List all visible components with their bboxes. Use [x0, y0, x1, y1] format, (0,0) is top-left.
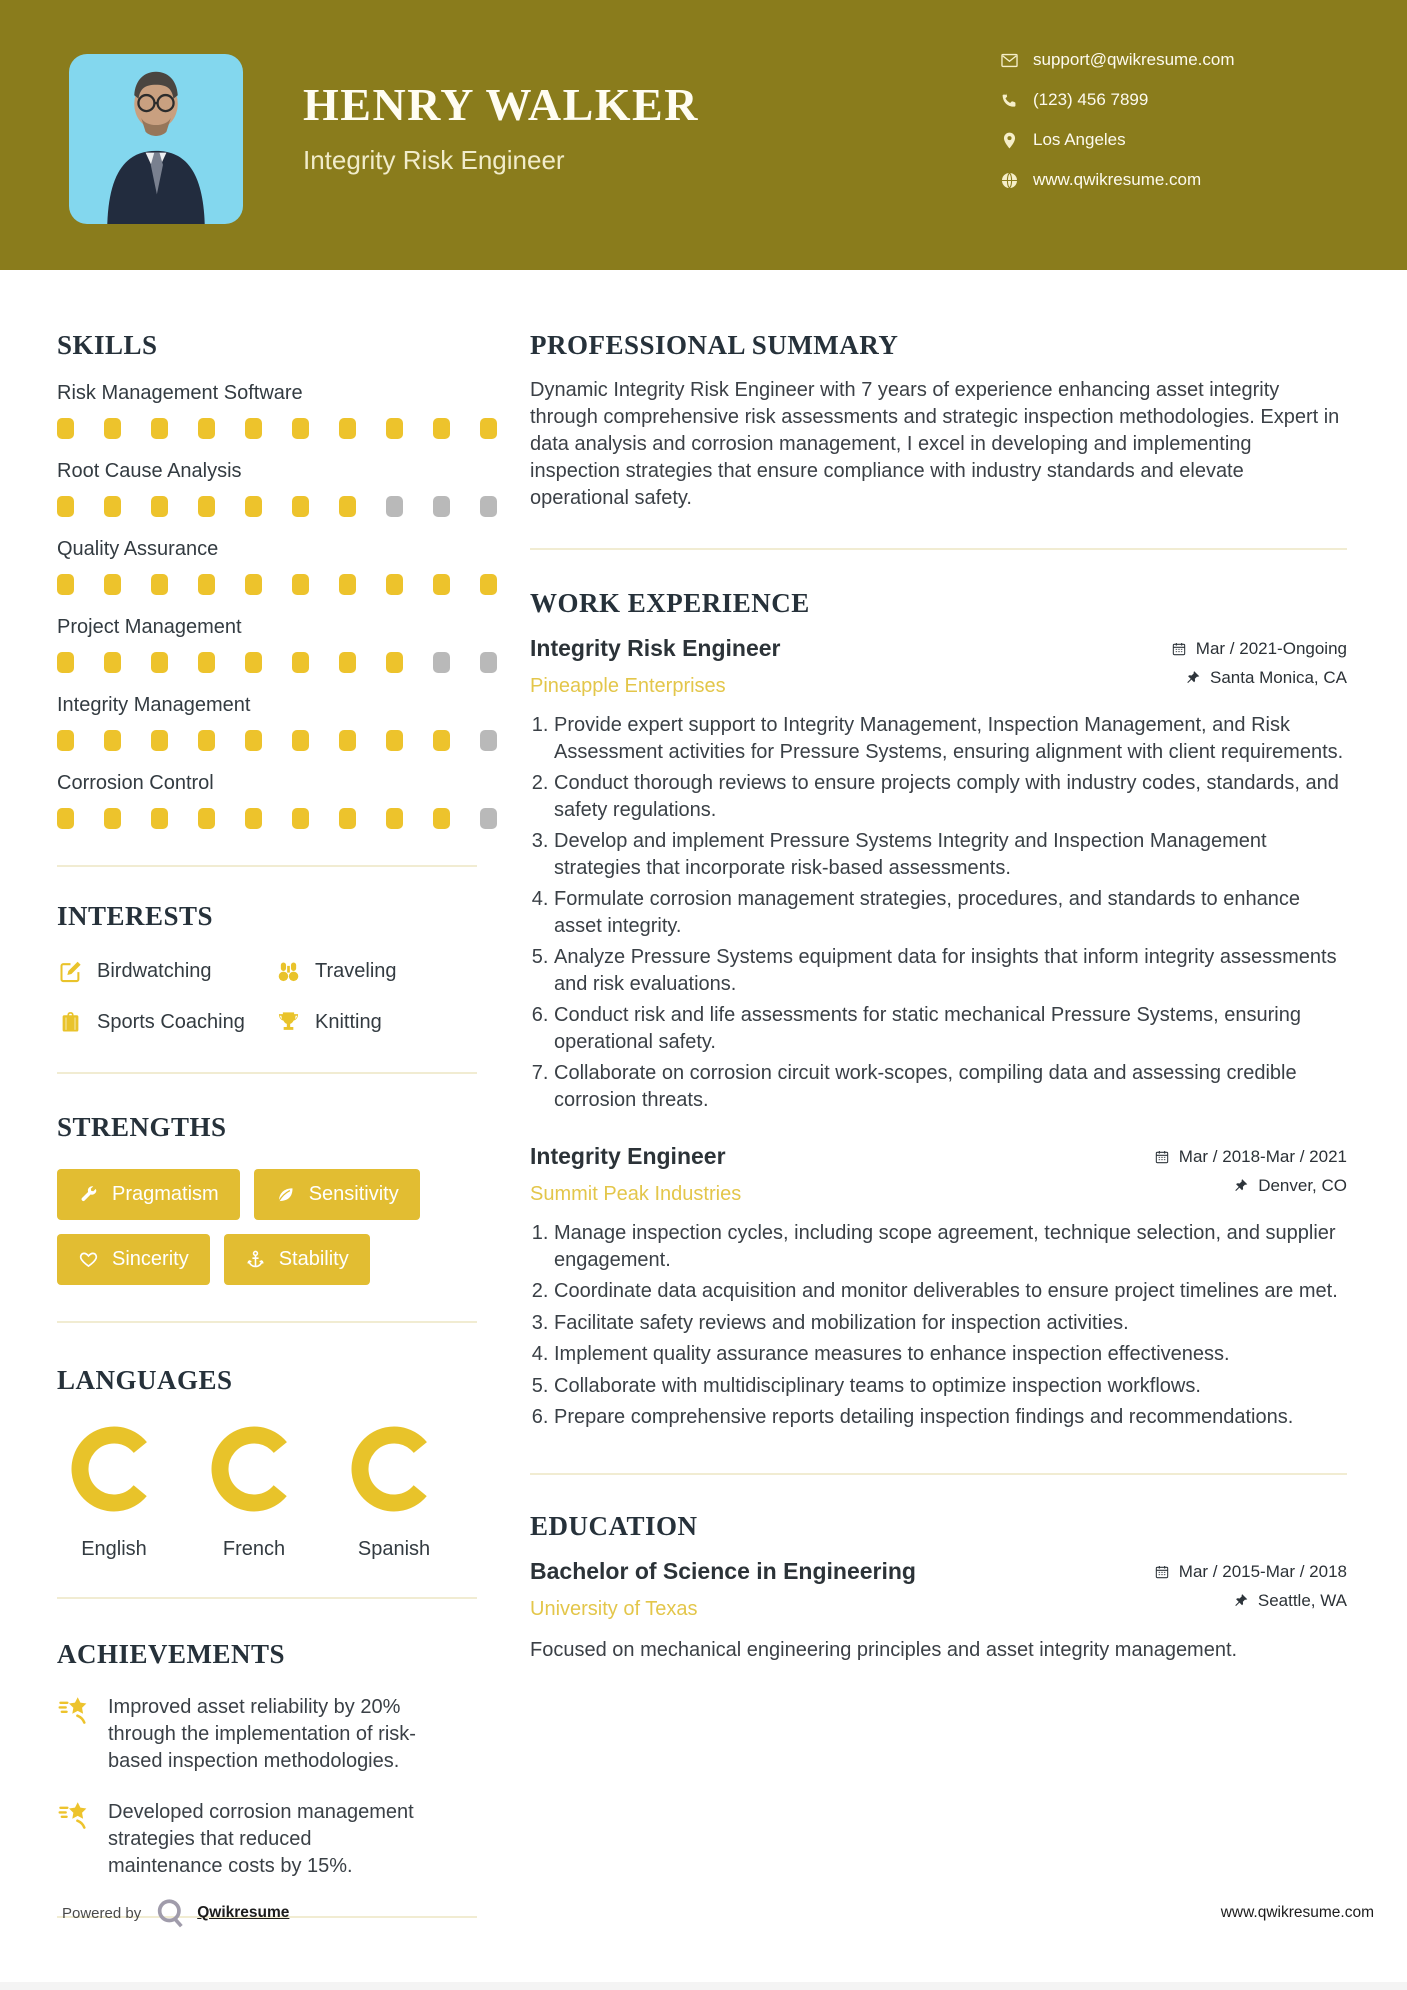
rating-dot — [480, 574, 497, 595]
candidate-title: Integrity Risk Engineer — [303, 145, 565, 175]
skill-label: Project Management — [57, 616, 242, 638]
achievements-list — [57, 1694, 477, 1880]
interest-item — [57, 1009, 275, 1036]
strength-badge — [224, 1234, 370, 1285]
education-location-row — [1233, 1591, 1347, 1611]
job-bullet: 3. Develop and implement Pressure Systems Integrity and Inspection Management strategies that incorporate risk-based assessments. — [554, 828, 1347, 881]
rating-dot — [151, 418, 168, 439]
contact-text: Los Angeles — [1033, 130, 1126, 149]
summary-section — [530, 330, 1347, 512]
languages-list — [57, 1426, 477, 1561]
job-company: Summit Peak Industries — [530, 1183, 742, 1205]
rating-dot — [198, 574, 215, 595]
education-description: Focused on mechanical engineering principles and asset integrity management. — [530, 1638, 1238, 1661]
interests-section — [57, 901, 477, 1036]
rating-dot — [104, 808, 121, 829]
rating-dot — [104, 418, 121, 439]
job-title: Integrity Risk Engineer — [530, 635, 781, 661]
job-bullet: 6. Prepare comprehensive reports detailing inspection findings and recommendations. — [554, 1404, 1347, 1431]
language-item — [337, 1426, 451, 1561]
strength-badge — [57, 1169, 240, 1220]
identity-block — [303, 78, 699, 176]
interest-item — [275, 958, 477, 985]
job-meta — [1154, 1147, 1347, 1196]
interests-heading: INTERESTS — [57, 901, 214, 931]
divider — [57, 865, 477, 867]
skill-item — [57, 382, 477, 439]
work-experience-heading: WORK EXPERIENCE — [530, 588, 810, 618]
skill-label: Risk Management Software — [57, 382, 303, 404]
qwikresume-brand-link[interactable]: Qwikresume — [197, 1904, 290, 1921]
job-entry — [530, 635, 1347, 1113]
job-bullet: 6. Conduct risk and life assessments for static mechanical Pressure Systems, ensuring operational safety. — [554, 1002, 1347, 1055]
rating-dot — [480, 652, 497, 673]
skills-section — [57, 330, 477, 829]
qwikresume-logo-icon — [153, 1896, 187, 1930]
skill-rating-dots — [57, 652, 477, 673]
job-bullet: 2. Coordinate data acquisition and monitor deliverables to ensure project timelines are met. — [554, 1278, 1347, 1305]
main-column — [530, 270, 1347, 1918]
divider — [57, 1072, 477, 1074]
contact-text: (123) 456 7899 — [1033, 90, 1149, 109]
divider — [57, 1321, 477, 1323]
skill-rating-dots — [57, 418, 477, 439]
rating-dot — [151, 496, 168, 517]
rating-dot — [339, 652, 356, 673]
skill-rating-dots — [57, 730, 477, 751]
avatar — [69, 54, 243, 224]
pushpin-icon — [1233, 1593, 1249, 1609]
job-title: Integrity Engineer — [530, 1143, 726, 1169]
powered-by-label: Powered by — [62, 1904, 142, 1922]
pushpin-icon — [1185, 670, 1201, 686]
pencil-icon — [57, 958, 84, 985]
summary-text: Dynamic Integrity Risk Engineer with 7 years of experience enhancing asset integrity through comprehensive risk assessments and strategic inspection methodologies. Expert in data analysis and corrosion management, I excel in developing and implementing inspection strategies that ensure compliance with industry standards and elevate operational safety. — [530, 379, 1340, 509]
languages-section — [57, 1365, 477, 1561]
rating-dot — [57, 808, 74, 829]
skill-item — [57, 772, 477, 829]
candidate-name: HENRY WALKER — [303, 79, 699, 130]
rating-dot — [480, 730, 497, 751]
rating-dot — [57, 574, 74, 595]
job-bullet: 4. Implement quality assurance measures to enhance inspection effectiveness. — [554, 1341, 1347, 1368]
education-title-block — [530, 1558, 916, 1621]
achievements-heading: ACHIEVEMENTS — [57, 1639, 286, 1669]
skills-list — [57, 382, 477, 829]
rating-dot — [386, 808, 403, 829]
phone-icon — [1000, 91, 1019, 110]
skill-rating-dots — [57, 808, 477, 829]
rating-dot — [339, 496, 356, 517]
rating-dot — [57, 418, 74, 439]
divider — [530, 548, 1347, 550]
strength-label: Stability — [278, 1248, 349, 1270]
achievement-item — [57, 1694, 477, 1775]
leaf-icon — [275, 1184, 296, 1205]
job-bullet: 7. Collaborate on corrosion circuit work-scopes, compiling data and assessing credible corrosion threats. — [554, 1060, 1347, 1113]
language-level-arc — [71, 1426, 157, 1512]
anchor-icon — [245, 1249, 266, 1270]
education-entry — [530, 1558, 1347, 1664]
pushpin-icon — [1233, 1178, 1249, 1194]
language-item — [197, 1426, 311, 1561]
rating-dot — [386, 418, 403, 439]
contact-text: support@qwikresume.com — [1033, 50, 1235, 69]
rating-dot — [386, 730, 403, 751]
language-label: French — [222, 1538, 286, 1560]
rating-dot — [198, 496, 215, 517]
footer-website-link[interactable]: www.qwikresume.com — [1220, 1904, 1374, 1921]
rating-dot — [245, 652, 262, 673]
education-date-row — [1154, 1562, 1347, 1582]
job-date-row — [1171, 639, 1347, 659]
job-bullet: 1. Provide expert support to Integrity Management, Inspection Management, and Risk Assessment activities for Pressure Systems, ensuring alignment with client requirements. — [554, 712, 1347, 765]
education-location: Seattle, WA — [1257, 1590, 1347, 1610]
rating-dot — [104, 496, 121, 517]
rating-dot — [104, 730, 121, 751]
rating-dot — [292, 808, 309, 829]
sidebar — [57, 270, 477, 1918]
rating-dot — [198, 808, 215, 829]
contact-row[interactable] — [1000, 170, 1235, 190]
rating-dot — [245, 808, 262, 829]
interest-label: Sports Coaching — [97, 1011, 245, 1033]
language-label: Spanish — [357, 1538, 431, 1560]
skill-label: Integrity Management — [57, 694, 251, 716]
strengths-heading: STRENGTHS — [57, 1112, 227, 1142]
interest-label: Knitting — [315, 1011, 382, 1033]
job-location: Santa Monica, CA — [1209, 668, 1347, 687]
envelope-icon — [1000, 51, 1019, 70]
job-location-row — [1185, 668, 1347, 688]
rating-dot — [198, 418, 215, 439]
skills-heading: SKILLS — [57, 330, 158, 360]
skill-item — [57, 616, 477, 673]
rating-dot — [57, 730, 74, 751]
rating-dot — [480, 808, 497, 829]
strength-badge — [254, 1169, 420, 1220]
skill-item — [57, 694, 477, 751]
calendar-icon — [1171, 641, 1187, 657]
contact-row — [1000, 90, 1235, 110]
rating-dot — [104, 574, 121, 595]
job-bullet: 2. Conduct thorough reviews to ensure projects comply with industry codes, standards, and safety regulations. — [554, 770, 1347, 823]
achievement-text: Developed corrosion management strategies that reduced maintenance costs by 15%. — [108, 1801, 414, 1877]
rating-dot — [386, 652, 403, 673]
rating-dot — [151, 808, 168, 829]
strength-badge — [57, 1234, 210, 1285]
achievement-item — [57, 1799, 477, 1880]
skill-item — [57, 538, 477, 595]
rating-dot — [433, 418, 450, 439]
rating-dot — [386, 496, 403, 517]
rating-dot — [292, 496, 309, 517]
education-header — [530, 1558, 1347, 1621]
rating-dot — [245, 496, 262, 517]
shooting-star-icon — [57, 1692, 93, 1728]
education-list — [530, 1558, 1347, 1664]
globe-icon — [1000, 171, 1019, 190]
education-meta — [1154, 1562, 1347, 1611]
rating-dot — [433, 652, 450, 673]
footer — [62, 1896, 1374, 1930]
job-date: Mar / 2018-Mar / 2021 — [1178, 1147, 1347, 1166]
rating-dot — [292, 574, 309, 595]
rating-dot — [292, 730, 309, 751]
language-label: English — [81, 1538, 147, 1560]
achievements-section — [57, 1639, 477, 1880]
skill-label: Quality Assurance — [57, 538, 219, 560]
contact-row[interactable] — [1000, 50, 1235, 70]
skill-rating-dots — [57, 496, 477, 517]
rating-dot — [480, 496, 497, 517]
rating-dot — [245, 418, 262, 439]
contact-list — [1000, 50, 1235, 210]
job-bullet: 1. Manage inspection cycles, including scope agreement, technique selection, and supplier engagement. — [554, 1220, 1347, 1273]
interest-label: Birdwatching — [97, 960, 212, 982]
rating-dot — [433, 808, 450, 829]
interests-list — [57, 958, 477, 1036]
job-title-block — [530, 635, 781, 698]
achievement-text: Improved asset reliability by 20% through the implementation of risk-based inspection methodologies. — [108, 1696, 416, 1772]
skill-item — [57, 460, 477, 517]
interest-label: Traveling — [315, 960, 397, 982]
rating-dot — [104, 652, 121, 673]
rating-dot — [245, 730, 262, 751]
rating-dot — [151, 652, 168, 673]
rating-dot — [198, 652, 215, 673]
strength-label: Sensitivity — [308, 1183, 399, 1205]
rating-dot — [339, 418, 356, 439]
skill-label: Root Cause Analysis — [57, 460, 242, 482]
language-level-arc — [351, 1426, 437, 1512]
trophy-icon — [275, 1009, 302, 1036]
rating-dot — [292, 652, 309, 673]
location-pin-icon — [1000, 131, 1019, 150]
job-header — [530, 635, 1347, 698]
rating-dot — [339, 808, 356, 829]
language-item — [57, 1426, 171, 1561]
strengths-list — [57, 1169, 477, 1285]
rating-dot — [151, 574, 168, 595]
job-bullet: 5. Analyze Pressure Systems equipment data for insights that inform integrity assessments and risk evaluations. — [554, 944, 1347, 997]
interest-item — [275, 1009, 477, 1036]
language-level-arc — [211, 1426, 297, 1512]
header — [0, 0, 1407, 270]
wrench-icon — [78, 1184, 99, 1205]
job-entry — [530, 1143, 1347, 1431]
binoculars-icon — [275, 958, 302, 985]
rating-dot — [57, 496, 74, 517]
job-meta — [1171, 639, 1347, 688]
rating-dot — [292, 418, 309, 439]
summary-heading: PROFESSIONAL SUMMARY — [530, 330, 899, 360]
divider — [530, 1473, 1347, 1475]
education-degree: Bachelor of Science in Engineering — [530, 1557, 916, 1584]
job-header — [530, 1143, 1347, 1206]
rating-dot — [386, 574, 403, 595]
education-school: University of Texas — [530, 1597, 698, 1620]
rating-dot — [151, 730, 168, 751]
rating-dot — [339, 574, 356, 595]
rating-dot — [433, 574, 450, 595]
content-columns — [0, 270, 1407, 1918]
page-bottom-strip — [0, 1982, 1407, 1990]
divider — [57, 1597, 477, 1599]
job-title-block — [530, 1143, 741, 1206]
strength-label: Pragmatism — [112, 1183, 219, 1205]
shooting-star-icon — [57, 1797, 93, 1833]
calendar-icon — [1154, 1149, 1170, 1165]
rating-dot — [433, 730, 450, 751]
rating-dot — [339, 730, 356, 751]
job-bullet: 3. Facilitate safety reviews and mobilization for inspection activities. — [554, 1310, 1347, 1337]
heart-icon — [78, 1249, 99, 1270]
job-bullet: 4. Formulate corrosion management strategies, procedures, and standards to enhance asset integrity. — [554, 886, 1347, 939]
job-date-row — [1154, 1147, 1347, 1167]
interest-item — [57, 958, 275, 985]
rating-dot — [433, 496, 450, 517]
work-experience-section — [530, 588, 1347, 1431]
skill-label: Corrosion Control — [57, 772, 214, 794]
job-bullets — [530, 1220, 1347, 1431]
job-date: Mar / 2021-Ongoing — [1195, 639, 1347, 658]
rating-dot — [57, 652, 74, 673]
education-heading: EDUCATION — [530, 1510, 698, 1541]
strength-label: Sincerity — [112, 1248, 189, 1270]
job-location: Denver, CO — [1258, 1176, 1347, 1195]
job-location-row — [1233, 1176, 1347, 1196]
contact-text: www.qwikresume.com — [1033, 170, 1202, 189]
jobs-list — [530, 635, 1347, 1431]
calendar-icon — [1154, 1564, 1170, 1580]
education-section — [530, 1511, 1347, 1664]
briefcase-icon — [57, 1009, 84, 1036]
job-bullet: 5. Collaborate with multidisciplinary teams to optimize inspection workflows. — [554, 1373, 1347, 1400]
profile-photo — [69, 54, 243, 224]
contact-row — [1000, 130, 1235, 150]
rating-dot — [245, 574, 262, 595]
education-date: Mar / 2015-Mar / 2018 — [1178, 1561, 1347, 1581]
job-company: Pineapple Enterprises — [530, 675, 726, 697]
rating-dot — [480, 418, 497, 439]
strengths-section — [57, 1112, 477, 1285]
rating-dot — [198, 730, 215, 751]
skill-rating-dots — [57, 574, 477, 595]
job-bullets — [530, 712, 1347, 1113]
languages-heading: LANGUAGES — [57, 1365, 233, 1395]
